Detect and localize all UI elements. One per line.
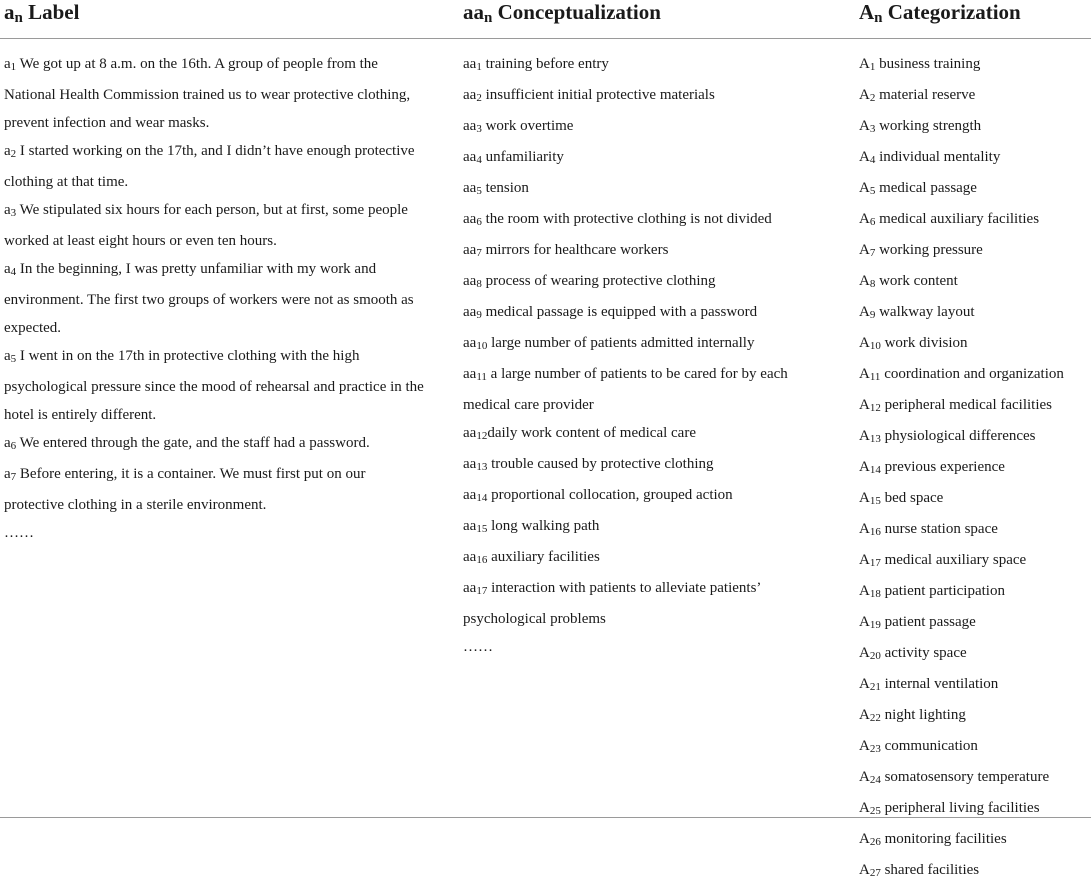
list-item [859, 546, 1091, 577]
item-text: monitoring facilities [880, 831, 1007, 847]
item-text: patient passage [880, 614, 976, 630]
list-item [859, 794, 1091, 825]
item-text: activity space [880, 645, 967, 661]
item-text: insufficient initial protective materials [481, 87, 715, 103]
item-text: interaction with patients to alleviate patients’ psychological problems [463, 580, 761, 627]
item-subscript: 5 [10, 353, 17, 365]
item-symbol: A [859, 242, 870, 258]
item-text: work overtime [481, 118, 574, 134]
item-text: Before entering, it is a container. We must first put on our protective clothing in a sterile environment. [4, 466, 366, 513]
table-rule-bottom [0, 817, 1091, 818]
item-text: training before entry [481, 56, 609, 72]
item-symbol: aa [463, 149, 477, 165]
item-symbol: A [859, 211, 870, 227]
item-subscript: 3 [10, 207, 17, 219]
item-subscript: 24 [869, 774, 881, 786]
item-subscript: 13 [869, 433, 881, 445]
item-text: medical auxiliary facilities [875, 211, 1040, 227]
item-symbol: aa [463, 87, 477, 103]
list-item [463, 329, 818, 360]
item-symbol: A [859, 583, 870, 599]
item-symbol: aa [463, 518, 477, 534]
item-subscript: 8 [476, 278, 482, 290]
header-symbol: a [4, 0, 15, 24]
item-text: …… [463, 639, 493, 655]
item-text: previous experience [880, 459, 1005, 475]
item-subscript: 2 [10, 148, 17, 160]
item-symbol: A [859, 645, 870, 661]
item-subscript: 7 [869, 247, 876, 259]
item-symbol: A [859, 118, 870, 134]
item-symbol: aa [463, 366, 477, 382]
item-symbol: aa [463, 549, 477, 565]
item-text: work division [880, 335, 968, 351]
item-subscript: 7 [10, 471, 17, 483]
item-symbol: A [859, 459, 870, 475]
list-item [4, 429, 424, 460]
header-symbol: aa [463, 0, 484, 24]
column-header-categorization [859, 0, 1021, 30]
item-symbol: A [859, 273, 870, 289]
item-symbol: aa [463, 425, 477, 441]
item-subscript: 1 [10, 61, 17, 73]
item-subscript: 11 [869, 371, 881, 383]
item-text: …… [4, 525, 34, 541]
list-item [463, 633, 818, 661]
item-text: I started working on the 17th, and I didn’t have enough protective clothing at that time. [4, 143, 415, 190]
list-item [463, 143, 818, 174]
list-item [4, 137, 424, 196]
item-symbol: a [4, 261, 11, 277]
item-subscript: 1 [476, 61, 482, 73]
list-item [859, 267, 1091, 298]
list-item [463, 543, 818, 574]
item-symbol: A [859, 862, 870, 878]
item-text: internal ventilation [880, 676, 999, 692]
item-subscript: 18 [869, 588, 881, 600]
item-text: large number of patients admitted internally [487, 335, 755, 351]
item-subscript: 10 [476, 340, 488, 352]
item-subscript: 15 [476, 523, 488, 535]
category-column [859, 50, 1091, 887]
item-text: mirrors for healthcare workers [481, 242, 669, 258]
item-symbol: A [859, 800, 870, 816]
list-item [463, 205, 818, 236]
header-text: Conceptualization [492, 0, 661, 24]
header-text: Categorization [882, 0, 1021, 24]
item-symbol: A [859, 428, 870, 444]
item-text: We got up at 8 a.m. on the 16th. A group of people from the National Health Commission trained us to wear protective clothing, prevent infection and wear masks. [4, 56, 411, 131]
list-item [463, 481, 818, 512]
item-subscript: 7 [476, 247, 482, 259]
item-subscript: 9 [869, 309, 876, 321]
list-item [463, 267, 818, 298]
item-subscript: 3 [476, 123, 482, 135]
item-subscript: 3 [869, 123, 876, 135]
list-item [463, 50, 818, 81]
item-text: patient participation [880, 583, 1005, 599]
item-text: coordination and organization [880, 366, 1064, 382]
item-subscript: 9 [476, 309, 482, 321]
item-symbol: A [859, 738, 870, 754]
item-subscript: 12 [476, 430, 488, 442]
list-item [463, 298, 818, 329]
item-subscript: 22 [869, 712, 881, 724]
item-text: long walking path [487, 518, 600, 534]
item-subscript: 12 [869, 402, 881, 414]
list-item [463, 236, 818, 267]
item-subscript: 2 [476, 92, 482, 104]
label-column [4, 50, 424, 547]
item-subscript: 17 [869, 557, 881, 569]
item-subscript: 17 [476, 585, 488, 597]
list-item [859, 577, 1091, 608]
item-subscript: 27 [869, 867, 881, 879]
item-subscript: 15 [869, 495, 881, 507]
list-item [859, 50, 1091, 81]
list-item [463, 112, 818, 143]
list-item [463, 81, 818, 112]
item-symbol: aa [463, 580, 477, 596]
item-symbol: a [4, 435, 11, 451]
item-symbol: A [859, 149, 870, 165]
item-symbol: A [859, 676, 870, 692]
item-subscript: 4 [10, 266, 17, 278]
item-text: I went in on the 17th in protective clothing with the high psychological pressure since the mood of rehearsal and practice in the hotel is entirely different. [4, 348, 424, 423]
item-text: communication [880, 738, 978, 754]
list-item [4, 342, 424, 429]
item-symbol: aa [463, 180, 477, 196]
list-item [463, 419, 818, 450]
item-symbol: a [4, 56, 11, 72]
item-text: process of wearing protective clothing [481, 273, 716, 289]
item-symbol: aa [463, 335, 477, 351]
header-symbol: A [859, 0, 875, 24]
item-symbol: A [859, 552, 870, 568]
item-symbol: A [859, 614, 870, 630]
item-subscript: 6 [10, 440, 17, 452]
item-text: nurse station space [880, 521, 998, 537]
list-item [859, 236, 1091, 267]
item-subscript: 1 [869, 61, 876, 73]
list-item [859, 143, 1091, 174]
column-header-conceptualization [463, 0, 661, 30]
header-text: Label [22, 0, 80, 24]
header-subscript: n [14, 10, 23, 26]
item-subscript: 4 [476, 154, 482, 166]
item-symbol: A [859, 831, 870, 847]
list-item [463, 574, 818, 633]
list-item [859, 329, 1091, 360]
item-subscript: 14 [476, 492, 488, 504]
item-text: unfamiliarity [481, 149, 564, 165]
item-symbol: aa [463, 242, 477, 258]
column-header-label [4, 0, 79, 30]
item-subscript: 21 [869, 681, 881, 693]
item-symbol: aa [463, 487, 477, 503]
header-subscript: n [874, 10, 883, 26]
item-subscript: 5 [476, 185, 482, 197]
item-text: physiological differences [880, 428, 1036, 444]
list-item [859, 701, 1091, 732]
item-text: medical passage [875, 180, 977, 196]
item-text: material reserve [875, 87, 976, 103]
table-rule-top [0, 38, 1091, 39]
item-text: proportional collocation, grouped action [487, 487, 733, 503]
item-subscript: 16 [476, 554, 488, 566]
item-text: somatosensory temperature [880, 769, 1050, 785]
item-symbol: A [859, 180, 870, 196]
list-item [859, 670, 1091, 701]
header-subscript: n [484, 10, 493, 26]
item-symbol: A [859, 366, 870, 382]
list-item [859, 825, 1091, 856]
list-item [859, 205, 1091, 236]
item-subscript: 10 [869, 340, 881, 352]
item-symbol: a [4, 202, 11, 218]
item-subscript: 25 [869, 805, 881, 817]
list-item [859, 360, 1091, 391]
item-text: a large number of patients to be cared for by each medical care provider [463, 366, 788, 413]
list-item [859, 174, 1091, 205]
item-symbol: A [859, 769, 870, 785]
item-text: auxiliary facilities [487, 549, 600, 565]
list-item [859, 608, 1091, 639]
item-subscript: 20 [869, 650, 881, 662]
list-item [463, 174, 818, 205]
item-symbol: A [859, 87, 870, 103]
list-item [4, 50, 424, 137]
list-item [859, 81, 1091, 112]
list-item [859, 391, 1091, 422]
list-item [859, 484, 1091, 515]
item-text: peripheral living facilities [880, 800, 1040, 816]
item-text: tension [481, 180, 529, 196]
list-item [859, 639, 1091, 670]
concept-column [463, 50, 818, 661]
item-symbol: aa [463, 304, 477, 320]
item-symbol: A [859, 397, 870, 413]
list-item [4, 460, 424, 519]
item-symbol: aa [463, 118, 477, 134]
item-subscript: 26 [869, 836, 881, 848]
item-subscript: 16 [869, 526, 881, 538]
item-symbol: a [4, 348, 11, 364]
item-symbol: aa [463, 56, 477, 72]
item-text: bed space [880, 490, 944, 506]
item-subscript: 11 [476, 371, 487, 383]
item-text: In the beginning, I was pretty unfamiliar with my work and environment. The first two groups of workers were not as smooth as expected. [4, 261, 414, 336]
item-subscript: 23 [869, 743, 881, 755]
list-item [859, 298, 1091, 329]
item-symbol: a [4, 466, 11, 482]
item-text: daily work content of medical care [487, 425, 696, 441]
item-subscript: 8 [869, 278, 876, 290]
item-text: We stipulated six hours for each person, but at first, some people worked at least eight hours or even ten hours. [4, 202, 408, 249]
item-text: trouble caused by protective clothing [487, 456, 714, 472]
item-subscript: 14 [869, 464, 881, 476]
item-symbol: A [859, 521, 870, 537]
list-item [859, 763, 1091, 794]
list-item [463, 360, 818, 419]
item-symbol: A [859, 707, 870, 723]
item-text: work content [875, 273, 958, 289]
item-text: the room with protective clothing is not divided [481, 211, 772, 227]
item-symbol: A [859, 56, 870, 72]
item-symbol: A [859, 490, 870, 506]
item-subscript: 4 [869, 154, 876, 166]
item-symbol: aa [463, 211, 477, 227]
item-text: individual mentality [875, 149, 1001, 165]
list-item [463, 512, 818, 543]
list-item [4, 196, 424, 255]
item-subscript: 19 [869, 619, 881, 631]
item-text: medical passage is equipped with a password [481, 304, 758, 320]
item-symbol: a [4, 143, 11, 159]
item-text: night lighting [880, 707, 966, 723]
item-text: business training [875, 56, 981, 72]
item-text: We entered through the gate, and the staff had a password. [16, 435, 370, 451]
item-symbol: aa [463, 273, 477, 289]
item-symbol: A [859, 304, 870, 320]
item-symbol: A [859, 335, 870, 351]
item-text: working strength [875, 118, 982, 134]
list-item [463, 450, 818, 481]
item-subscript: 2 [869, 92, 876, 104]
item-text: walkway layout [875, 304, 975, 320]
item-subscript: 5 [869, 185, 876, 197]
item-subscript: 6 [869, 216, 876, 228]
list-item [859, 422, 1091, 453]
list-item [859, 515, 1091, 546]
item-text: shared facilities [880, 862, 980, 878]
list-item [859, 732, 1091, 763]
item-text: working pressure [875, 242, 983, 258]
list-item [4, 519, 424, 547]
item-text: medical auxiliary space [880, 552, 1027, 568]
list-item [4, 255, 424, 342]
list-item [859, 856, 1091, 887]
list-item [859, 112, 1091, 143]
item-symbol: aa [463, 456, 477, 472]
list-item [859, 453, 1091, 484]
item-subscript: 6 [476, 216, 482, 228]
item-subscript: 13 [476, 461, 488, 473]
item-text: peripheral medical facilities [880, 397, 1053, 413]
